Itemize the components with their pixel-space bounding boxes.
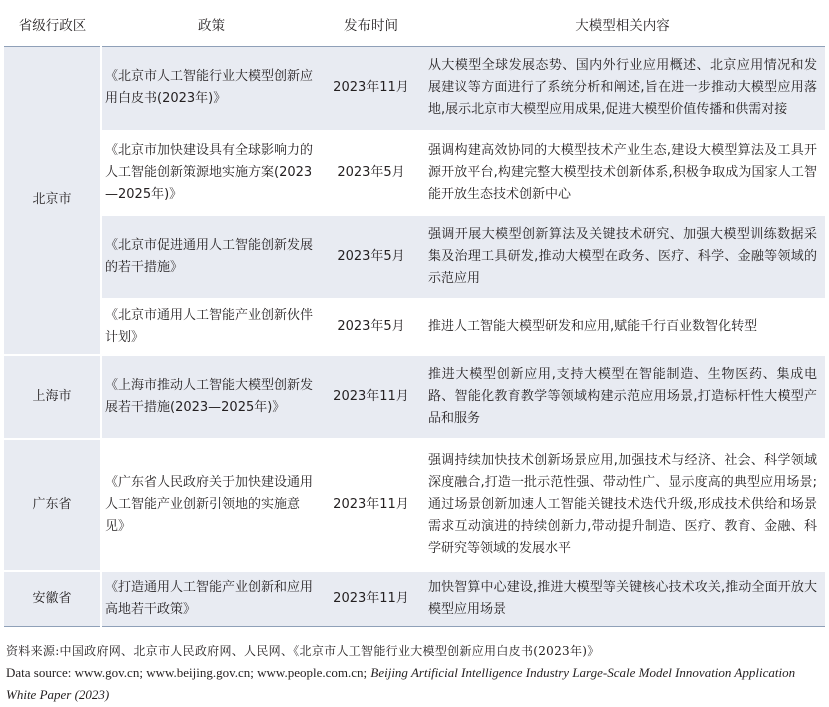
source-en — [6, 662, 824, 706]
policy-cell: 《打造通用人工智能产业创新和应用高地若干政策》 — [101, 571, 322, 627]
header-date: 发布时间 — [322, 2, 420, 47]
content-cell: 加快智算中心建设,推进大模型等关键核心技术攻关,推动全面开放大模型应用场景 — [420, 571, 825, 627]
content-cell: 推进人工智能大模型研发和应用,赋能千行百业数智化转型 — [420, 299, 825, 355]
header-policy: 政策 — [101, 2, 322, 47]
policy-cell: 《北京市人工智能行业大模型创新应用白皮书(2023年)》 — [101, 47, 322, 131]
date-cell: 2023年11月 — [322, 355, 420, 439]
province-cell: 上海市 — [4, 355, 101, 439]
province-cell: 广东省 — [4, 439, 101, 571]
date-cell: 2023年5月 — [322, 299, 420, 355]
header-province: 省级行政区 — [4, 2, 101, 47]
province-cell: 安徽省 — [4, 571, 101, 627]
source-en-title: Beijing Artificial Intelligence Industry Large-Scale Model Innovation Application White Paper (2023) — [6, 665, 796, 702]
source-en-prefix: Data source: www.gov.cn; www.beijing.gov.cn; www.people.com.cn; — [6, 665, 371, 680]
table-row — [4, 131, 825, 215]
table-row — [4, 571, 825, 627]
date-cell: 2023年5月 — [322, 215, 420, 299]
content-cell: 强调构建高效协同的大模型技术产业生态,建设大模型算法及工具开源开放平台,构建完整大模型技术创新体系,积极争取成为国家人工智能开放生态技术创新中心 — [420, 131, 825, 215]
date-cell: 2023年11月 — [322, 47, 420, 131]
date-cell: 2023年11月 — [322, 439, 420, 571]
date-cell: 2023年5月 — [322, 131, 420, 215]
content-cell: 从大模型全球发展态势、国内外行业应用概述、北京应用情况和发展建议等方面进行了系统分析和阐述,旨在进一步推动大模型应用落地,展示北京市大模型应用成果,促进大模型价值传播和供需对接 — [420, 47, 825, 131]
content-cell: 推进大模型创新应用,支持大模型在智能制造、生物医药、集成电路、智能化教育教学等领域构建示范应用场景,打造标杆性大模型产品和服务 — [420, 355, 825, 439]
table-header-row — [4, 2, 825, 47]
table-row — [4, 47, 825, 131]
content-cell: 强调持续加快技术创新场景应用,加强技术与经济、社会、科学领域深度融合,打造一批示范性强、带动性广、显示度高的典型应用场景;通过场景创新加速人工智能关键技术迭代升级,形成技术供给和场景需求互动演进的持续创新力,带动提升制造、医疗、教育、金融、科学研究等领域的发展水平 — [420, 439, 825, 571]
source-cn: 资料来源:中国政府网、北京市人民政府网、人民网、《北京市人工智能行业大模型创新应用白皮书(2023年)》 — [6, 644, 600, 658]
policy-table — [4, 2, 825, 627]
table-row — [4, 355, 825, 439]
province-cell: 北京市 — [4, 47, 101, 355]
content-cell: 强调开展大模型创新算法及关键技术研究、加强大模型训练数据采集及治理工具研发,推动大模型在政务、医疗、科学、金融等领域的示范应用 — [420, 215, 825, 299]
table-row — [4, 439, 825, 571]
date-cell: 2023年11月 — [322, 571, 420, 627]
policy-cell: 《上海市推动人工智能大模型创新发展若干措施(2023—2025年)》 — [101, 355, 322, 439]
table-row — [4, 299, 825, 355]
header-content: 大模型相关内容 — [420, 2, 825, 47]
data-source-note — [6, 640, 824, 706]
policy-cell: 《北京市加快建设具有全球影响力的人工智能创新策源地实施方案(2023—2025年)》 — [101, 131, 322, 215]
policy-cell: 《北京市通用人工智能产业创新伙伴计划》 — [101, 299, 322, 355]
policy-cell: 《广东省人民政府关于加快建设通用人工智能产业创新引领地的实施意见》 — [101, 439, 322, 571]
policy-cell: 《北京市促进通用人工智能创新发展的若干措施》 — [101, 215, 322, 299]
table-row — [4, 215, 825, 299]
